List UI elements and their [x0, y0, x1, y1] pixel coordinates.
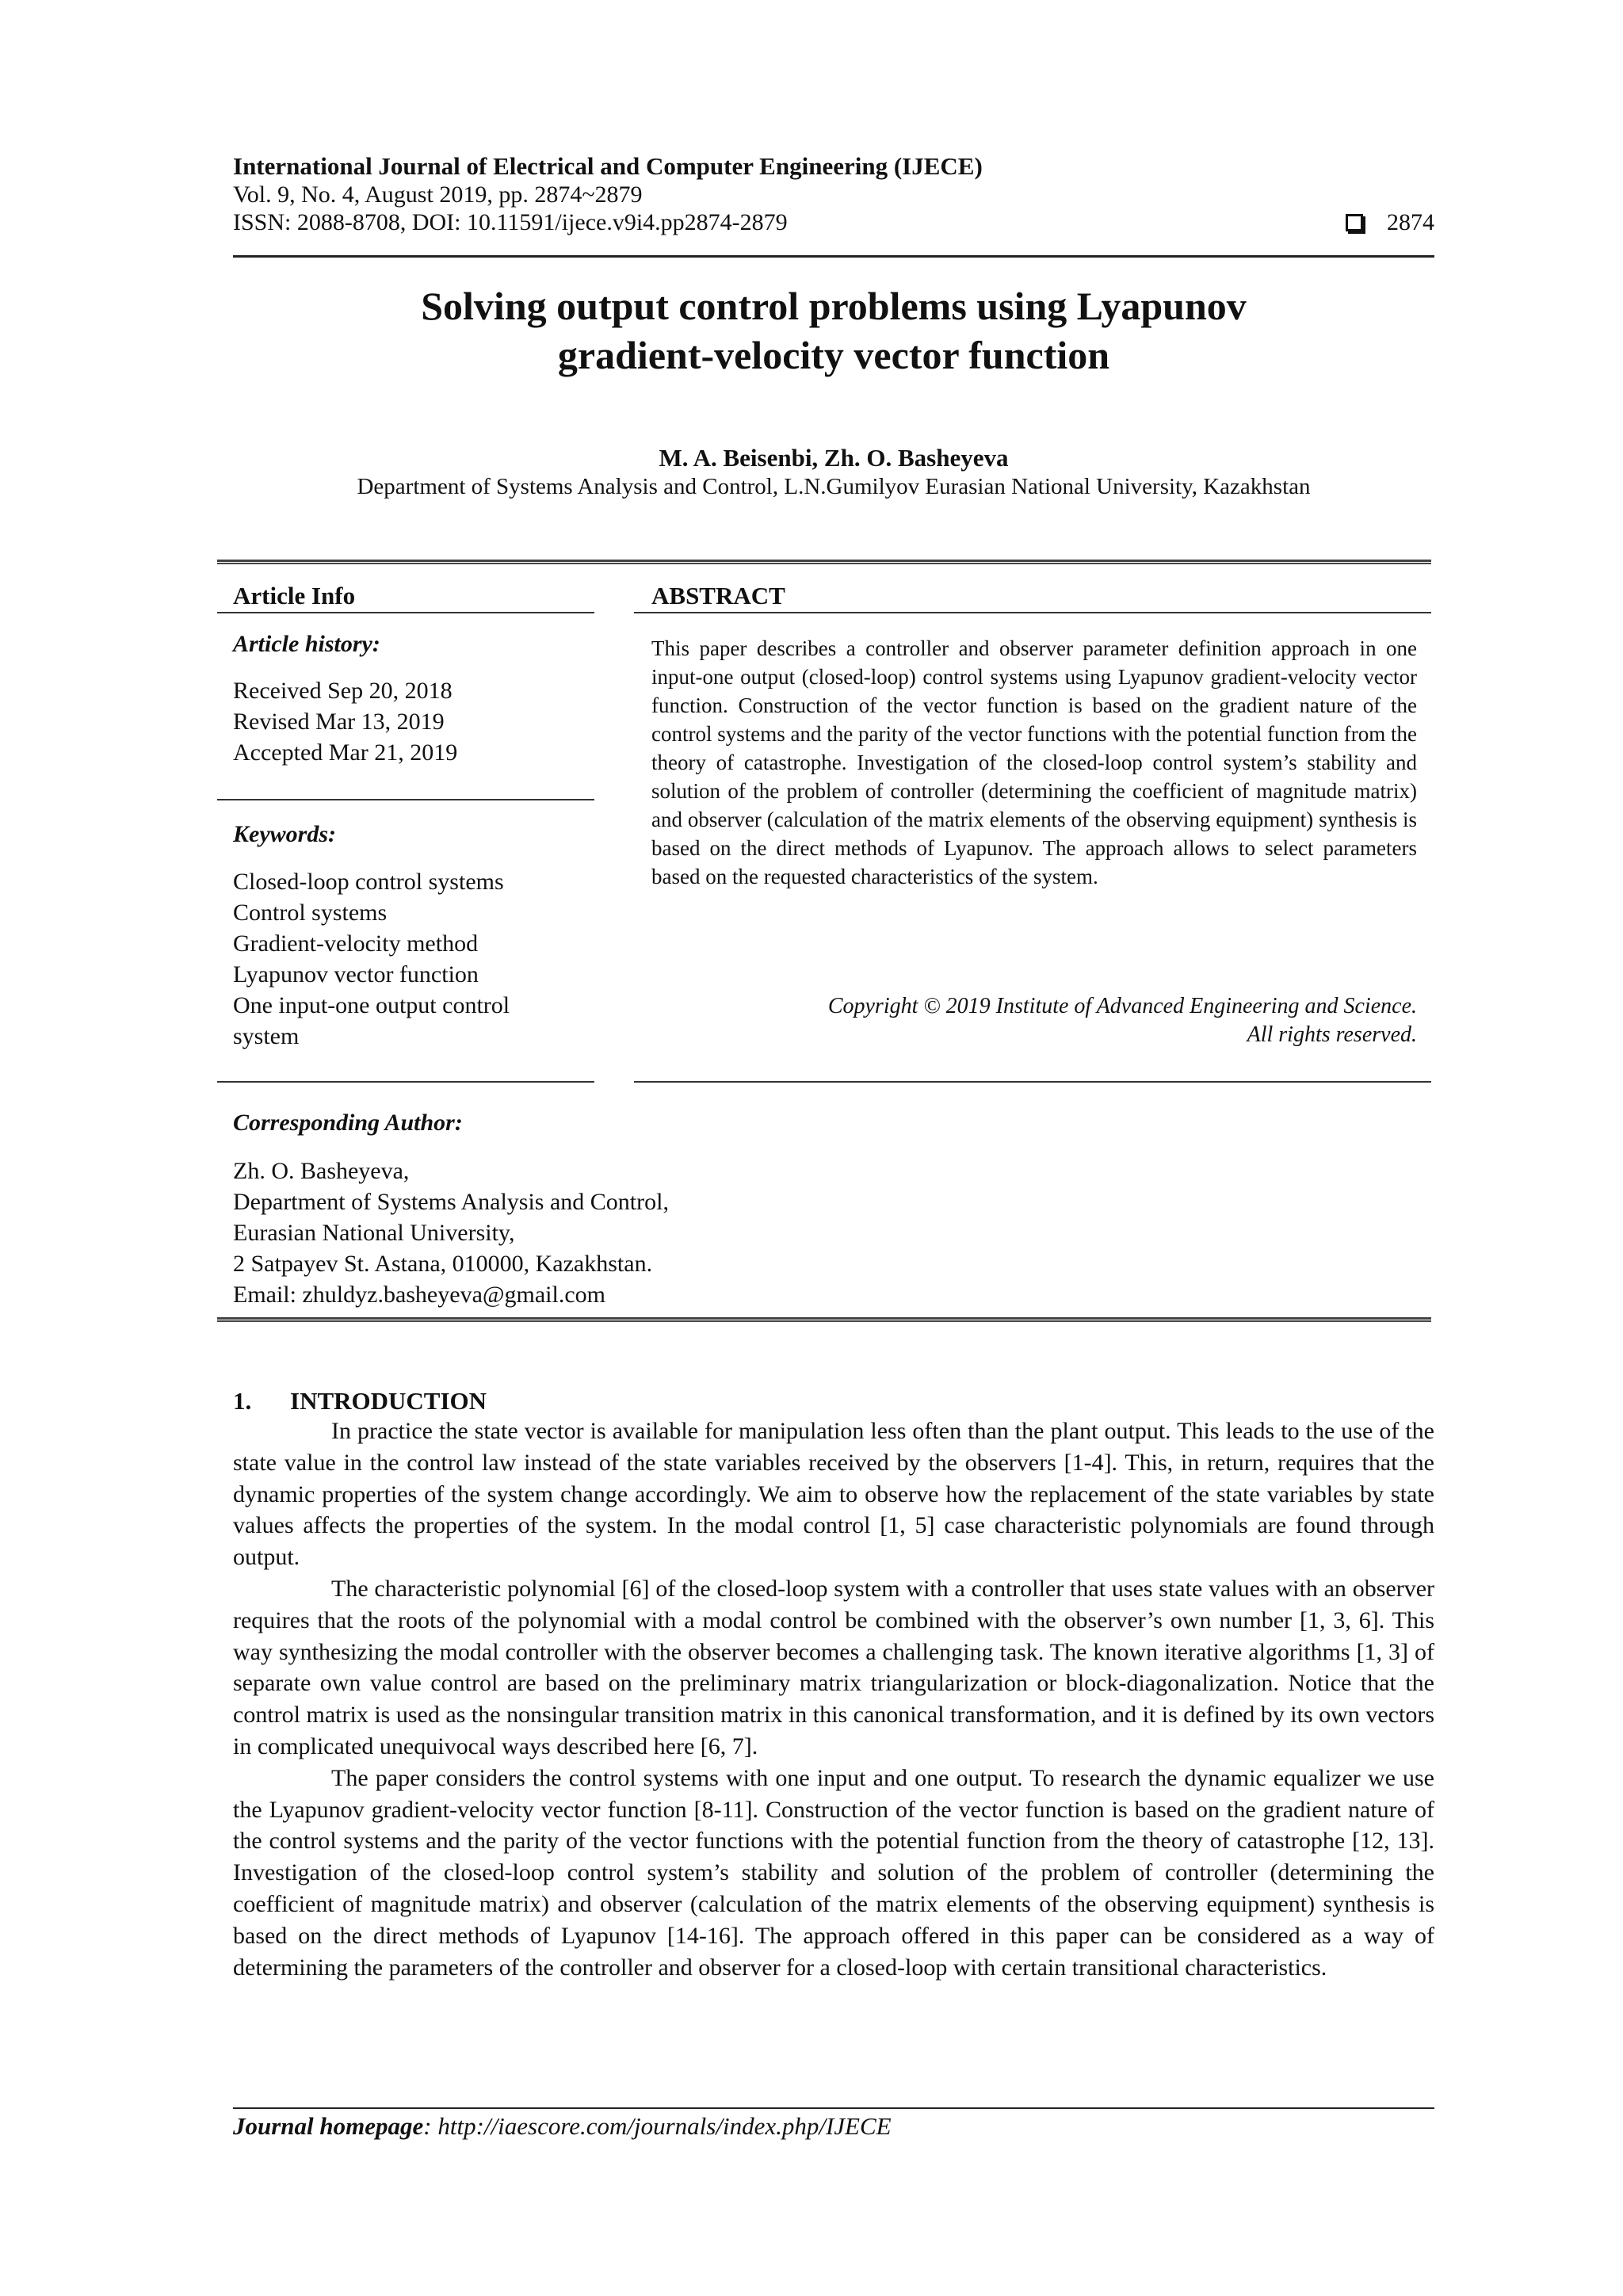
history-accepted: Accepted Mar 21, 2019	[233, 739, 458, 766]
abstract-rule	[634, 612, 1431, 613]
paper-title	[233, 281, 1434, 380]
corresponding-email: Email: zhuldyz.basheyeva@gmail.com	[233, 1282, 605, 1308]
history-list	[233, 675, 457, 768]
copyright-notice	[651, 992, 1417, 1049]
journal-header	[233, 152, 1434, 236]
section-title: INTRODUCTION	[290, 1387, 487, 1415]
keywords-list	[233, 866, 510, 1052]
abstract-text: This paper describes a controller and observer parameter definition approach in one input-one output (closed-loop) control systems using Lyapunov gradient-velocity vector function. Construction of the vector function is based on the gradient nature of the control systems and the parity of the vector functions with the potential function from the theory of catastrophe. Investigation of the closed-loop control system’s stability and solution of the problem of controller (determining the coefficient of magnitude matrix) and observer (calculation of the matrix elements of the observing equipment) synthesis is based on the direct methods of Lyapunov. The approach allows to select parameters based on the requested characteristics of the system.	[651, 636, 1417, 888]
journal-homepage	[233, 2112, 892, 2141]
homepage-url[interactable]: : http://iaescore.com/journals/index.php/IJECE	[423, 2112, 892, 2140]
section-heading-introduction	[233, 1387, 487, 1415]
corresponding-address: 2 Satpayev St. Astana, 010000, Kazakhstan.	[233, 1251, 653, 1277]
section-number: 1.	[233, 1387, 252, 1415]
copyright-line-1: Copyright © 2019 Institute of Advanced Engineering and Science.	[827, 994, 1417, 1018]
history-rule	[217, 799, 594, 800]
keyword-item: Lyapunov vector function	[233, 961, 479, 988]
title-line-1: Solving output control problems using Lyapunov	[421, 284, 1247, 328]
keyword-item: Control systems	[233, 900, 388, 926]
homepage-label: Journal homepage	[233, 2112, 424, 2140]
paragraph: The characteristic polynomial [6] of the closed-loop system with a controller that uses state values with an observer requires that the roots of the polynomial with a modal control be combined with the observer’s own number [1, 3, 6]. This way synthesizing the modal controller with the observer becomes a challenging task. The known iterative algorithms [1, 3] of separate own value control are based on the preliminary matrix triangularization or block-diagonalization. Notice that the control matrix is used as the nonsingular transition matrix in this canonical transformation, and it is defined by its own vectors in complicated unequivocal ways described here [6, 7].	[233, 1575, 1434, 1759]
journal-volume: Vol. 9, No. 4, August 2019, pp. 2874~2879	[233, 181, 643, 208]
authors: M. A. Beisenbi, Zh. O. Basheyeva	[659, 444, 1009, 472]
history-heading: Article history:	[233, 631, 380, 657]
keyword-item: Closed-loop control systems	[233, 869, 504, 895]
title-line-2: gradient-velocity vector function	[557, 333, 1110, 377]
checkbox-icon	[1346, 214, 1363, 231]
header-rule	[233, 255, 1434, 258]
introduction-body	[233, 1415, 1434, 1983]
keyword-item: One input-one output control	[233, 992, 510, 1018]
keywords-rule	[217, 1081, 594, 1083]
journal-issn: ISSN: 2088-8708, DOI: 10.11591/ijece.v9i4.pp2874-2879	[233, 209, 788, 235]
abstract-bottom-rule	[634, 1081, 1431, 1083]
affiliation: Department of Systems Analysis and Control, L.N.Gumilyov Eurasian National University, Kazakhstan	[357, 474, 1311, 499]
history-revised: Revised Mar 13, 2019	[233, 709, 445, 735]
footer-rule	[233, 2107, 1434, 2109]
copyright-line-2: All rights reserved.	[1247, 1022, 1417, 1047]
info-top-rule	[217, 560, 1431, 564]
journal-name: International Journal of Electrical and Computer Engineering (IJECE)	[233, 152, 983, 180]
corresponding-details	[233, 1156, 669, 1310]
corresponding-name: Zh. O. Basheyeva,	[233, 1158, 410, 1184]
corresponding-dept: Department of Systems Analysis and Control,	[233, 1189, 669, 1215]
article-info-rule	[217, 612, 594, 613]
page-number: 2874	[1387, 209, 1434, 235]
keyword-item: Gradient-velocity method	[233, 930, 479, 957]
paragraph: In practice the state vector is available for manipulation less often than the plant output. This leads to the use of the state value in the control law instead of the state variables received by the observers [1-4]. This, in return, requires that the dynamic properties of the system change accordingly. We aim to observe how the replacement of the state variables by state values affects the properties of the system. In the modal control [1, 5] case characteristic polynomials are found through output.	[233, 1418, 1434, 1571]
article-info-heading: Article Info	[233, 582, 356, 609]
history-received: Received Sep 20, 2018	[233, 678, 453, 704]
corresponding-heading: Corresponding Author:	[233, 1110, 463, 1136]
corresponding-univ: Eurasian National University,	[233, 1220, 515, 1246]
paragraph: The paper considers the control systems with one input and one output. To research the dynamic equalizer we use the Lyapunov gradient-velocity vector function [8-11]. Construction of the vector function is based on the gradient nature of the control systems and the parity of the vector functions with the potential function from the theory of catastrophe [12, 13]. Investigation of the closed-loop control system’s stability and solution of the problem of controller (determining the coefficient of magnitude matrix) and observer (calculation of the matrix elements of the observing equipment) synthesis is based on the direct methods of Lyapunov [14-16]. The approach offered in this paper can be considered as a way of determining the parameters of the controller and observer for a closed-loop with certain transitional characteristics.	[233, 1764, 1434, 1981]
abstract-heading: ABSTRACT	[651, 582, 785, 609]
keyword-item: system	[233, 1023, 300, 1049]
keywords-heading: Keywords:	[233, 821, 336, 847]
info-bottom-rule	[217, 1317, 1431, 1322]
